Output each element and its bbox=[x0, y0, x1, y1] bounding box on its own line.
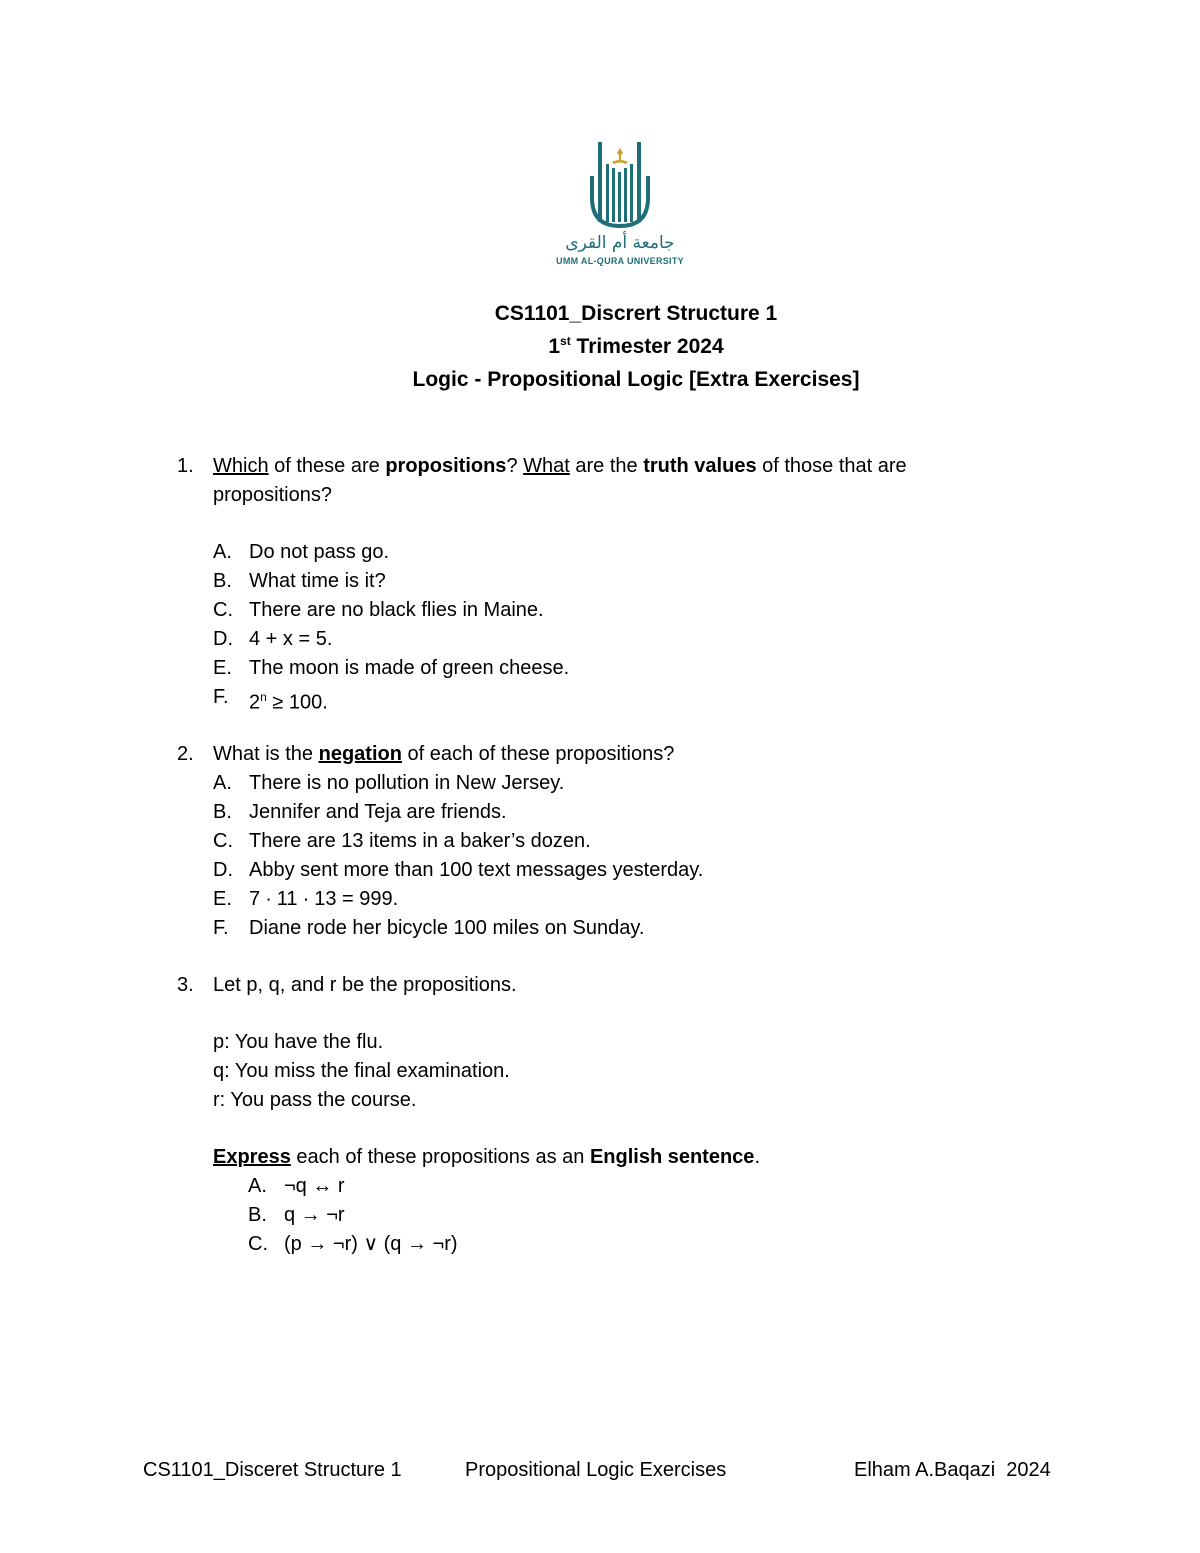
list-item bbox=[213, 596, 977, 625]
option-text: 7 ∙ 11 ∙ 13 = 999. bbox=[249, 888, 399, 910]
proposition-definitions bbox=[177, 1028, 977, 1115]
term-line bbox=[0, 330, 1200, 363]
keyword-what: What bbox=[523, 455, 570, 477]
stem-text: What is the bbox=[213, 743, 319, 765]
stem-text: of those that are bbox=[756, 455, 907, 477]
logo-arabic-name: جامعة أم القرى bbox=[565, 233, 675, 253]
question-3-stem bbox=[177, 971, 977, 1000]
footer-left: CS1101_Disceret Structure 1 bbox=[143, 1459, 402, 1481]
list-item bbox=[213, 654, 977, 683]
list-item bbox=[248, 1230, 977, 1259]
question-number: 1. bbox=[177, 455, 194, 477]
option-text: Do not pass go. bbox=[249, 541, 390, 563]
stem-text: propositions? bbox=[213, 484, 332, 506]
option-text: There is no pollution in New Jersey. bbox=[249, 772, 565, 794]
option-label: B. bbox=[213, 801, 232, 823]
option-label: A. bbox=[213, 541, 232, 563]
document-header bbox=[0, 297, 1200, 396]
question-2 bbox=[177, 740, 977, 943]
option-label: A. bbox=[248, 1175, 267, 1197]
option-label: C. bbox=[213, 830, 233, 852]
question-1-options bbox=[213, 538, 977, 718]
option-label: F. bbox=[213, 686, 229, 708]
list-item bbox=[213, 567, 977, 596]
list-item bbox=[213, 769, 977, 798]
question-2-options bbox=[213, 769, 977, 943]
term-rest: Trimester 2024 bbox=[570, 335, 724, 358]
stem-text: . bbox=[754, 1146, 760, 1168]
option-label: A. bbox=[213, 772, 232, 794]
option-label: B. bbox=[213, 570, 232, 592]
list-item bbox=[213, 625, 977, 654]
list-item bbox=[248, 1201, 977, 1230]
option-text: (p → ¬r) ∨ (q → ¬r) bbox=[284, 1233, 458, 1255]
option-text: 2 bbox=[249, 691, 261, 714]
question-number: 3. bbox=[177, 974, 194, 996]
definition-r: r: You pass the course. bbox=[213, 1089, 417, 1111]
option-text: q → ¬r bbox=[284, 1204, 345, 1226]
stem-text: are the bbox=[569, 455, 644, 477]
question-2-stem bbox=[177, 740, 977, 769]
topic-title: Logic - Propositional Logic [Extra Exercises] bbox=[412, 368, 860, 391]
university-emblem-icon bbox=[540, 138, 700, 234]
footer-right: Elham A.Baqazi 2024 bbox=[854, 1459, 1051, 1481]
option-text: Diane rode her bicycle 100 miles on Sunday. bbox=[249, 917, 645, 939]
definition-p: p: You have the flu. bbox=[213, 1031, 384, 1053]
question-1-stem bbox=[177, 452, 977, 510]
footer-center: Propositional Logic Exercises bbox=[465, 1459, 727, 1481]
keyword-which: Which bbox=[213, 455, 269, 477]
option-text: Jennifer and Teja are friends. bbox=[249, 801, 507, 823]
option-text: Abby sent more than 100 text messages yesterday. bbox=[249, 859, 704, 881]
option-text: There are 13 items in a baker’s dozen. bbox=[249, 830, 591, 852]
definition-q: q: You miss the final examination. bbox=[213, 1060, 510, 1082]
stem-text: of these are bbox=[268, 455, 386, 477]
stem-text: Let p, q, and r be the propositions. bbox=[213, 974, 517, 996]
list-item bbox=[213, 538, 977, 567]
list-item bbox=[213, 798, 977, 827]
stem-text: of each of these propositions? bbox=[401, 743, 675, 765]
keyword-express: Express bbox=[213, 1146, 291, 1168]
list-item bbox=[213, 885, 977, 914]
list-item bbox=[213, 856, 977, 885]
list-item bbox=[213, 914, 977, 943]
option-label: E. bbox=[213, 888, 232, 910]
question-1 bbox=[177, 452, 977, 718]
stem-text: ? bbox=[506, 455, 524, 477]
option-label: D. bbox=[213, 628, 233, 650]
list-item bbox=[248, 1172, 977, 1201]
option-text: 4 + x = 5. bbox=[249, 628, 333, 650]
question-3-options bbox=[248, 1172, 977, 1259]
option-label: F. bbox=[213, 917, 229, 939]
option-superscript: n bbox=[260, 690, 267, 704]
term-number: 1 bbox=[548, 335, 561, 358]
list-item bbox=[213, 683, 977, 718]
keyword-english-sentence: English sentence bbox=[589, 1146, 755, 1168]
university-logo bbox=[540, 138, 700, 272]
option-text: What time is it? bbox=[249, 570, 386, 592]
option-label: C. bbox=[213, 599, 233, 621]
keyword-propositions: propositions bbox=[385, 455, 507, 477]
list-item bbox=[213, 827, 977, 856]
option-label: C. bbox=[248, 1233, 268, 1255]
option-label: D. bbox=[213, 859, 233, 881]
option-text: The moon is made of green cheese. bbox=[249, 657, 570, 679]
term-suffix: st bbox=[560, 334, 571, 348]
keyword-truth-values: truth values bbox=[643, 455, 757, 477]
stem-text: each of these propositions as an bbox=[290, 1146, 590, 1168]
option-text: ≥ 100. bbox=[266, 691, 328, 714]
option-label: B. bbox=[248, 1204, 267, 1226]
course-title: CS1101_Discrert Structure 1 bbox=[494, 302, 778, 325]
option-text: ¬q ↔ r bbox=[284, 1175, 345, 1197]
question-3 bbox=[177, 971, 977, 1259]
option-label: E. bbox=[213, 657, 232, 679]
express-instruction bbox=[177, 1143, 977, 1172]
option-text: There are no black flies in Maine. bbox=[249, 599, 544, 621]
logo-english-name: UMM AL-QURA UNIVERSITY bbox=[556, 256, 684, 266]
keyword-negation: negation bbox=[318, 743, 402, 765]
question-number: 2. bbox=[177, 743, 194, 765]
